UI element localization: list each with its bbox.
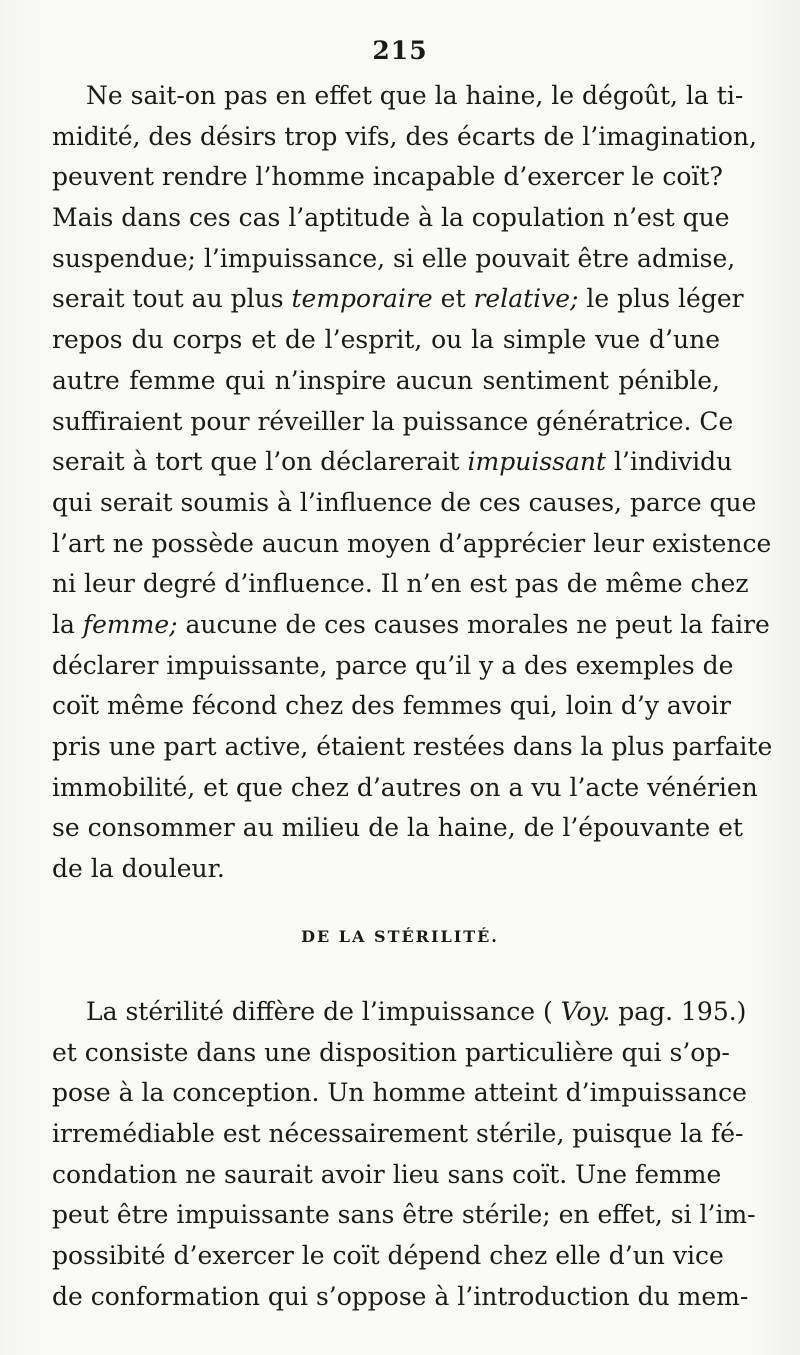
text-line: repos du corps et de l’esprit, ou la simple vue d’une (52, 325, 720, 355)
text-line: irremédiable est nécessairement stérile, puisque la fé- (52, 1119, 744, 1149)
text-run: et (432, 284, 474, 314)
section-heading: DE LA STÉRILITÉ. (301, 927, 499, 946)
text-line: peut être impuissante sans être stérile; en effet, si l’im- (52, 1200, 756, 1230)
text-line: Mais dans ces cas l’aptitude à la copulation n’est que (52, 203, 730, 233)
text-run: aucune de ces causes morales ne peut la faire (177, 609, 770, 639)
text-line: suspendue; l’impuissance, si elle pouvait être admise, (52, 243, 736, 273)
text-line: de la douleur. (52, 854, 225, 884)
paragraph-2 (52, 992, 756, 1318)
text-line: suffiraient pour réveiller la puissance génératrice. Ce (52, 406, 734, 436)
page-number: 215 (372, 36, 428, 65)
italic-term-femme: femme; (82, 609, 178, 639)
text-line (52, 279, 744, 320)
text-line: l’art ne possède aucun moyen d’apprécier leur existence (52, 528, 772, 558)
text-run: serait à tort que l’on déclarerait (52, 447, 468, 477)
text-line: midité, des désirs trop vifs, des écarts de l’imagination, (52, 121, 757, 151)
text-line: autre femme qui n’inspire aucun sentiment pénible, (52, 365, 720, 395)
text-line: de conformation qui s’oppose à l’introduction du mem- (52, 1281, 749, 1311)
text-run: La stérilité diffère de l’impuissance ( (86, 997, 561, 1026)
italic-term-temporaire: temporaire (291, 284, 433, 314)
text-line: possibité d’exercer le coït dépend chez elle d’un vice (52, 1241, 724, 1271)
text-line: Ne sait-on pas en effet que la haine, le dégoût, la ti- (86, 81, 744, 110)
text-run: serait tout au plus (52, 284, 292, 314)
text-run: pag. 195.) (610, 997, 747, 1026)
italic-term-voy: Voy. (560, 997, 611, 1026)
text-line (52, 992, 747, 1033)
text-line: et consiste dans une disposition particulière qui s’op- (52, 1037, 730, 1067)
paragraph-1 (52, 76, 773, 890)
text-run: le plus léger (578, 284, 744, 314)
text-line: pose à la conception. Un homme atteint d’impuissance (52, 1078, 747, 1108)
italic-term-impuissant: impuissant (467, 447, 607, 477)
text-line: qui serait soumis à l’influence de ces causes, parce que (52, 487, 757, 517)
text-line: condation ne saurait avoir lieu sans coït. Une femme (52, 1159, 722, 1189)
text-line: coït même fécond chez des femmes qui, loin d’y avoir (52, 691, 731, 721)
text-line: peuvent rendre l’homme incapable d’exercer le coït? (52, 162, 723, 192)
text-line: immobilité, et que chez d’autres on a vu l’acte vénérien (52, 772, 758, 802)
text-line: déclarer impuissante, parce qu’il y a des exemples de (52, 650, 734, 680)
text-line (52, 442, 733, 483)
text-line: pris une part active, étaient restées dans la plus parfaite (52, 732, 773, 761)
italic-term-relative: relative; (473, 284, 579, 314)
text-line (52, 605, 770, 646)
text-run: l’individu (606, 447, 733, 477)
text-run: la (52, 609, 83, 639)
text-line: ni leur degré d’influence. Il n’en est pas de même chez (52, 569, 749, 599)
text-line: se consommer au milieu de la haine, de l’épouvante et (52, 813, 743, 843)
